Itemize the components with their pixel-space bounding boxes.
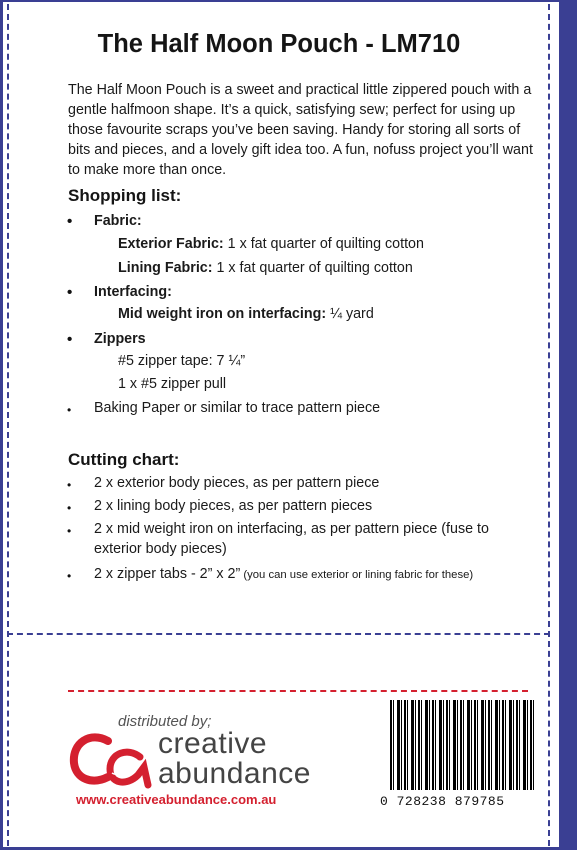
barcode-number: 0 728238 879785	[380, 794, 505, 809]
exterior-fabric-label: Exterior Fabric:	[118, 236, 224, 252]
cutting-item-4-note: (you can use exterior or lining fabric for these)	[240, 569, 474, 581]
brand-name-line1: creative	[158, 727, 268, 760]
interfacing-label: Mid weight iron on interfacing:	[118, 306, 327, 322]
creative-abundance-logo	[68, 705, 348, 815]
bullet: •	[67, 403, 72, 417]
brand-name-line2: abundance	[158, 757, 311, 790]
cutting-item-3-line2: exterior body pieces)	[94, 541, 227, 557]
dashed-border-right	[548, 4, 550, 846]
exterior-fabric-item	[118, 236, 424, 252]
page-title: The Half Moon Pouch - LM710	[97, 30, 461, 58]
zippers-heading: Zippers	[94, 331, 146, 347]
barcode-bars	[390, 700, 536, 790]
frame-border-right	[559, 0, 577, 850]
cutting-item-1: 2 x exterior body pieces, as per pattern piece	[94, 475, 380, 491]
frame-border-left	[0, 0, 3, 850]
frame-border-top	[0, 0, 577, 2]
interfacing-value: ¼ yard	[326, 306, 374, 322]
intro-paragraph: The Half Moon Pouch is a sweet and practical little zippered pouch with a gentle halfmoon shape. It’s a quick, satisfying sew; perfect for using up those favourite scraps you’ve been saving. Handy for storing all sorts of bits and pieces, and a lovely gift idea too. A fun, nofuss project you’ll want to make more than once.	[68, 82, 533, 178]
bullet: •	[67, 213, 73, 230]
cutting-item-2: 2 x lining body pieces, as per pattern pieces	[94, 498, 373, 514]
zipper-tape-item: #5 zipper tape: 7 ¼”	[118, 353, 246, 369]
bullet: •	[67, 284, 73, 301]
bullet: •	[67, 569, 72, 583]
bullet: •	[67, 524, 72, 538]
product-barcode	[380, 700, 536, 812]
cutting-item-3-line1: 2 x mid weight iron on interfacing, as per pattern piece (fuse to	[94, 521, 489, 537]
exterior-fabric-value: 1 x fat quarter of quilting cotton	[223, 236, 424, 252]
lining-fabric-label: Lining Fabric:	[118, 260, 213, 276]
interfacing-item	[118, 306, 374, 322]
red-dashed-divider	[68, 690, 528, 692]
bullet: •	[67, 331, 73, 348]
bullet: •	[67, 478, 72, 492]
dashed-divider	[7, 633, 550, 635]
distributed-by-label: distributed by;	[118, 713, 212, 730]
fabric-heading: Fabric:	[94, 213, 142, 229]
lining-fabric-value: 1 x fat quarter of quilting cotton	[212, 260, 413, 276]
zipper-pull-item: 1 x #5 zipper pull	[118, 376, 227, 392]
website-link[interactable]: www.creativeabundance.com.au	[76, 792, 277, 807]
interfacing-heading: Interfacing:	[94, 284, 172, 300]
dashed-border-left	[7, 4, 9, 846]
cutting-item-4: 2 x zipper tabs - 2” x 2” (you can use exterior or lining fabric for these)	[94, 566, 474, 582]
cutting-chart-heading: Cutting chart:	[68, 450, 180, 469]
lining-fabric-item	[118, 260, 413, 276]
shopping-list-heading: Shopping list:	[68, 186, 182, 205]
bullet: •	[67, 501, 72, 515]
ca-monogram-icon	[68, 727, 160, 791]
baking-paper-item: Baking Paper or similar to trace pattern piece	[94, 400, 381, 416]
